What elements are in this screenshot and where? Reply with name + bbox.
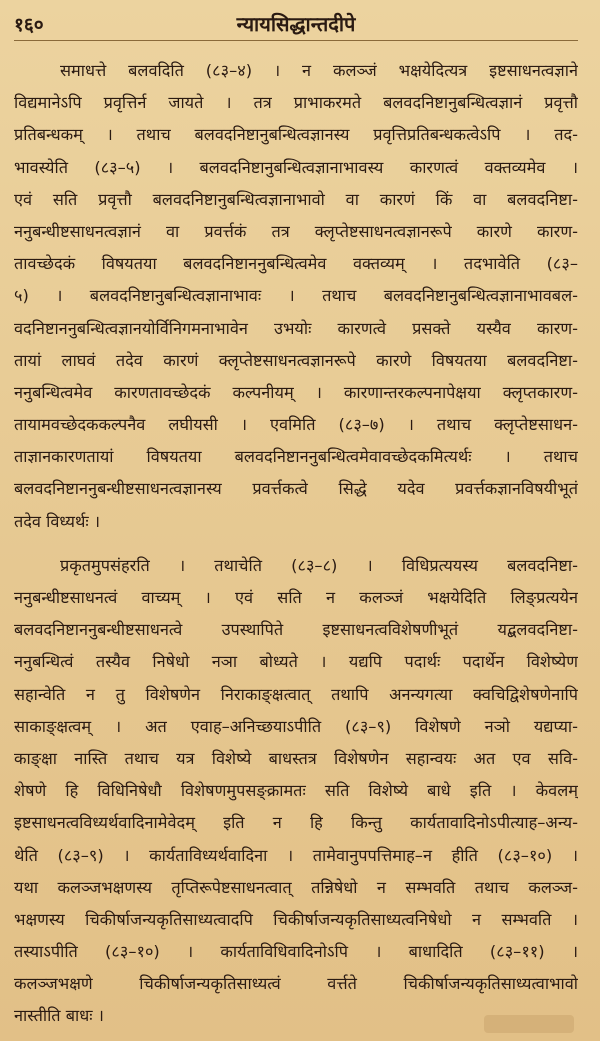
text-line: ननुबन्धीष्टसाधनत्वज्ञानं वा प्रवर्त्तकं तत्र क्लृप्तेष्टसाधनत्वज्ञानरूपे कारणे कारण- [14,221,578,241]
text-line: विद्यमानेऽपि प्रवृत्तिर्न जायते । तत्र प्राभाकरमते बलवदनिष्टानुबन्धित्वज्ञानं प्रवृत्तौ [14,93,578,113]
text-line: साकाङ्क्षत्वम् । अत एवाह–अनिच्छयाऽपीति (८३–९) विशेषणे नञो यद्यप्या- [14,716,578,736]
text-line: तावच्छेदकं विषयतया बलवदनिष्टाननुबन्धित्वमेव वक्तव्यम् । तदभावेति (८३– [14,254,578,274]
page-body [14,55,578,1033]
text-line: इष्टसाधनत्वविध्यर्थवादिनामेवेदम् इति न हि किन्तु कार्यतावादिनोऽपीत्याह–अन्य- [14,813,578,833]
text-line: ५) । बलवदनिष्टानुबन्धित्वज्ञानाभावः । तथाच बलवदनिष्टानुबन्धित्वज्ञानाभावबल- [14,286,578,306]
text-line: एवं सति प्रवृत्तौ बलवदनिष्टानुबन्धित्वज्ञानाभावो वा कारणं किं वा बलवदनिष्टा- [14,189,578,209]
text-line: ताज्ञानकारणतायां विषयतया बलवदनिष्टाननुबन्धित्वमेवावच्छेदकमित्यर्थः । तथाच [14,447,578,467]
text-line: वदनिष्टाननुबन्धित्वज्ञानयोर्विनिगमनाभावेन उभयोः कारणत्वे प्रसक्ते यस्यैव कारण- [14,318,578,338]
paragraph [14,55,578,538]
paragraph [14,550,578,1033]
text-line: कलञ्जभक्षणे चिकीर्षाजन्यकृतिसाध्यत्वं वर्त्तते चिकीर्षाजन्यकृतिसाध्यत्वाभावो [14,974,578,994]
text-line: तदेव विध्यर्थः । [14,511,101,531]
page-number: १६० [14,14,44,36]
text-line: यथा कलञ्जभक्षणस्य तृप्तिरूपेष्टसाधनत्वात् तन्निषेधो न सम्भवति तथाच कलञ्ज- [14,877,578,897]
text-line: ननुबन्धित्वमेव कारणतावच्छेदकं कल्पनीयम् । कारणान्तरकल्पनापेक्षया क्लृप्तकारण- [14,382,578,402]
text-line: बलवदनिष्टाननुबन्धीष्टसाधनत्वज्ञानस्य प्रवर्त्तकत्वे सिद्धे यदेव प्रवर्त्तकज्ञानविषयीभूतं [14,479,578,499]
text-line: बलवदनिष्टाननुबन्धीष्टसाधनत्वे उपस्थापिते इष्टसाधनत्वविशेषणीभूतं यद्बलवदनिष्टा- [14,620,578,640]
running-title: न्यायसिद्धान्तदीपे [236,12,356,36]
text-line: भक्षणस्य चिकीर्षाजन्यकृतिसाध्यत्वादपि चिकीर्षाजन्यकृतिसाध्यत्वनिषेधो न सम्भवति । [14,909,578,929]
text-line: प्रकृतमुपसंहरति । तथाचेति (८३–८) । विधिप्रत्ययस्य बलवदनिष्टा- [60,555,578,575]
text-line: शेषणे हि विधिनिषेधौ विशेषणमुपसङ्क्रामतः सति विशेष्ये बाधे इति । केवलम् [14,781,578,801]
text-line: नास्तीति बाधः । [14,1006,104,1026]
text-line: तायामवच्छेदककल्पनैव लघीयसी । एवमिति (८३–७) । तथाच क्लृप्तेष्टसाधन- [14,415,578,435]
page-stain [484,1015,574,1033]
text-line: काङ्क्षा नास्ति तथाच यत्र विशेष्ये बाधस्तत्र विशेषणेन सहान्वयः अत एव सवि- [14,748,578,768]
text-line: ननुबन्धित्वं तस्यैव निषेधो नञा बोध्यते । यद्यपि पदार्थः पदार्थेन विशेष्येण [14,652,578,672]
text-line: भावस्येति (८३–५) । बलवदनिष्टानुबन्धित्वज्ञानाभावस्य कारणत्वं वक्तव्यमेव । [14,157,578,177]
text-line: प्रतिबन्धकम् । तथाच बलवदनिष्टानुबन्धित्वज्ञानस्य प्रवृत्तिप्रतिबन्धकत्वेऽपि । तद- [14,125,578,145]
text-line: थेति (८३–९) । कार्यताविध्यर्थवादिना । तामेवानुपपत्तिमाह–न हीति (८३–१०) । [14,845,578,865]
text-line: तायां लाघवं तदेव कारणं क्लृप्तेष्टसाधनत्वज्ञानरूपे कारणे विषयतया बलवदनिष्टा- [14,350,578,370]
page-header [14,10,578,41]
text-line: तस्याऽपीति (८३–१०) । कार्यताविधिवादिनोऽपि । बाधादिति (८३–११) । [14,942,578,962]
text-line: समाधत्ते बलवदिति (८३–४) । न कलञ्जं भक्षयेदित्यत्र इष्टसाधनत्वज्ञाने [60,61,578,80]
text-line: ननुबन्धीष्टसाधनत्वं वाच्यम् । एवं सति न कलञ्जं भक्षयेदिति लिङ्प्रत्ययेन [14,588,578,607]
text-line: सहान्वेति न तु विशेषणेन निराकाङ्क्षत्वात् तथापि अनन्यगत्या क्वचिद्विशेषणेनापि [14,684,578,704]
